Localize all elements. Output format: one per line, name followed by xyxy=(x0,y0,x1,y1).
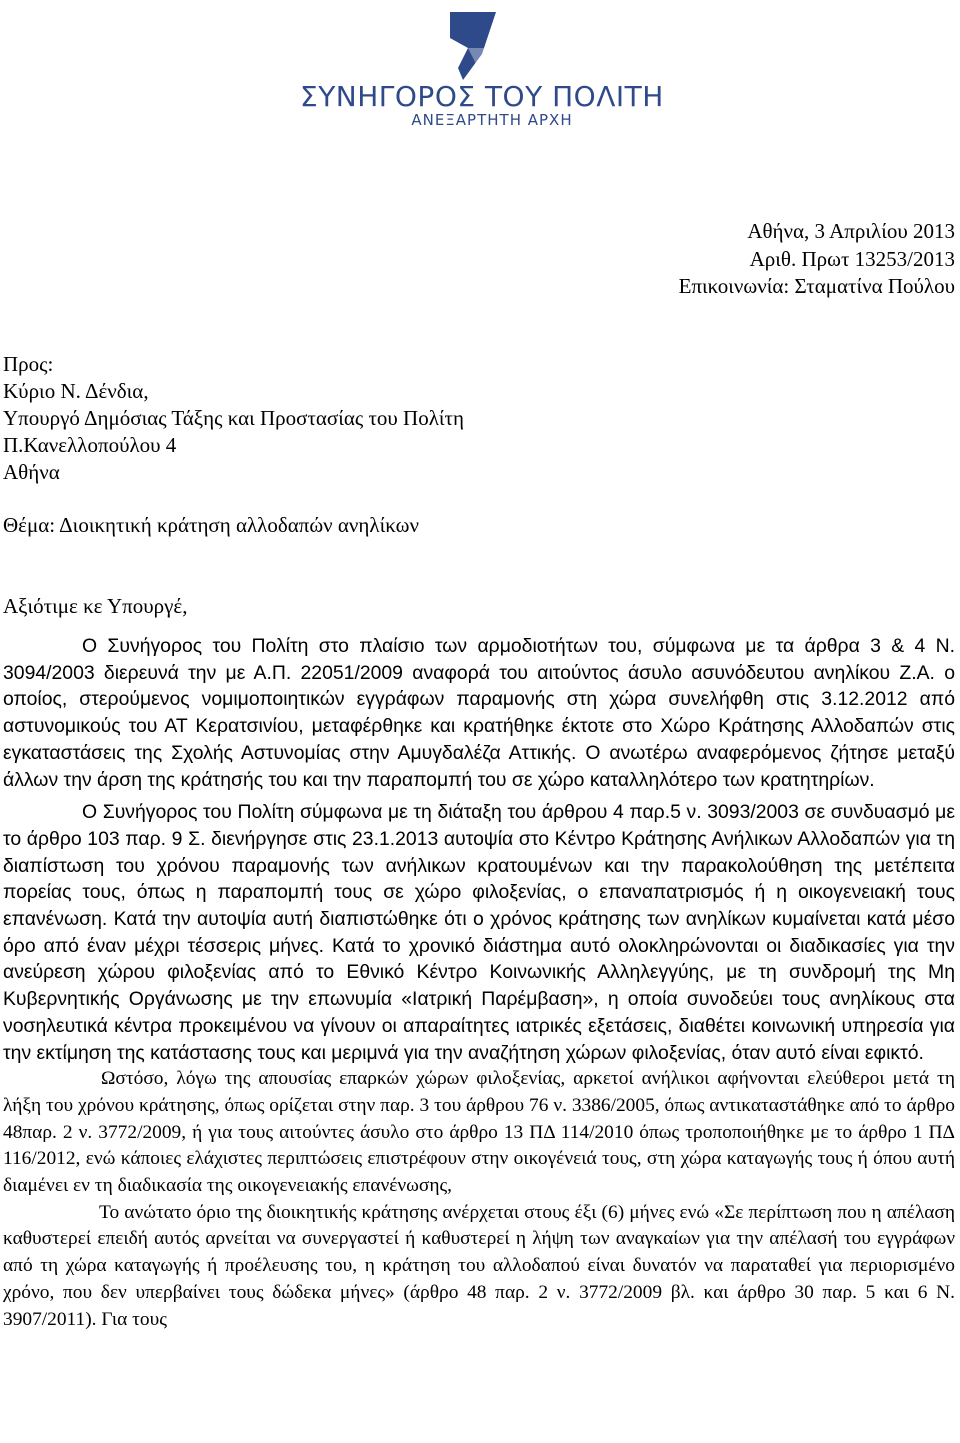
recipient-block xyxy=(3,351,464,486)
body-paragraph: Το ανώτατο όριο της διοικητικής κράτησης ανέρχεται στους έξι (6) μήνες ενώ «Σε περίπτωση που η απέλαση καθυστερεί επειδή αυτός αρνείται να συνεργαστεί ή καθυστερεί η λήψη των αναγκαίων για την απέλασή του εγγράφων από τη χώρα καταγωγής ή προέλευσης του, η κράτηση του αλλοδαπού είναι δυνατόν να παραταθεί για περιορισμένο χρόνο, που δεν υπερβαίνει τους δώδεκα μήνες» (άρθρο 48 παρ. 2 ν. 3772/2009 βλ. και άρθρο 30 παρ. 5 και 6 Ν. 3907/2011). Για τους xyxy=(3,1201,955,1330)
logo-subtitle: ΑΝΕΞΑΡΤΗΤΗ ΑΡΧΗ xyxy=(411,111,573,129)
salutation: Αξιότιμε κε Υπουργέ, xyxy=(3,594,188,618)
logo xyxy=(300,8,664,129)
letter-body xyxy=(3,633,955,1333)
recipient-street: Π.Κανελλοπούλου 4 xyxy=(3,433,177,457)
letter-date: Αθήνα, 3 Απριλίου 2013 xyxy=(747,219,955,243)
recipient-title: Υπουργό Δημόσιας Τάξης και Προστασίας του Πολίτη xyxy=(3,406,464,430)
body-paragraph: Ο Συνήγορος του Πολίτη σύμφωνα με τη διάταξη του άρθρου 4 παρ.5 ν. 3093/2003 σε συνδυασμό με το άρθρο 103 παρ. 9 Σ. διενήργησε στις 23.1.2013 αυτοψία στο Κέντρο Κράτησης Ανήλικων Αλλοδαπών για τη διαπίστωση του χρόνου παραμονής των ανήλικων κρατουμένων και την παρακολούθηση της μετέπειτα πορείας τους, όπως η παραπομπή τους σε χώρο φιλοξενίας, ο επαναπατρισμός ή η οικογενειακή τους επανένωση. Κατά την αυτοψία αυτή διαπιστώθηκε ότι ο χρόνος κράτησης των ανηλίκων κυμαίνεται κατά μέσο όρο από έναν μέχρι τέσσερις μήνες. Κατά το χρονικό διάστημα αυτό ολοκληρώνονται οι διαδικασίες για την ανεύρεση χώρου φιλοξενίας από το Εθνικό Κέντρο Κοινωνικής Αλληλεγγύης, με τη συνδρομή της Μη Κυβερνητικής Οργάνωσης με την επωνυμία «Ιατρική Παρέμβαση», η οποία συνοδεύει τους ανηλίκους στα νοσηλευτικά κέντρα προκειμένου να γίνουν οι απαραίτητες ιατρικές εξετάσεις, διαθέτει κοινωνική υπηρεσία για την εκτίμηση της κατάστασης τους και μεριμνά για την αναζήτηση χώρων φιλοξενίας, όταν αυτό είναι εφικτό. xyxy=(3,801,955,1064)
body-paragraph: Ο Συνήγορος του Πολίτη στο πλαίσιο των αρμοδιοτήτων του, σύμφωνα με τα άρθρα 3 & 4 Ν. 3094/2003 διερευνά την με Α.Π. 22051/2009 αναφορά του αιτούντος άσυλο ασυνόδευτου ανηλίκου Ζ.Α. ο οποίος, στερούμενος νομιμοποιητικών εγγράφων παραμονής στη χώρα συνελήφθη στις 3.12.2012 από αστυνομικούς του ΑΤ Κερατσινίου, μεταφέρθηκε και κρατήθηκε έκτοτε στο Χώρο Κράτησης Αλλοδαπών στις εγκαταστάσεις της Σχολής Αστυνομίας στην Αμυγδαλέζα Αττικής. Ο ανωτέρω αναφερόμενος ζήτησε μεταξύ άλλων την άρση της κράτησής του και την παραπομπή του σε χώρο καταλληλότερο των κρατητηρίων. xyxy=(3,635,955,791)
date-block xyxy=(679,218,955,301)
recipient-city: Αθήνα xyxy=(3,460,60,484)
subject-line: Θέμα: Διοικητική κράτηση αλλοδαπών ανηλίκων xyxy=(3,513,419,537)
protocol-number: Αριθ. Πρωτ 13253/2013 xyxy=(749,246,955,271)
logo-title: ΣΥΝΗΓΟΡΟΣ ΤΟΥ ΠΟΛΙΤΗ xyxy=(300,80,664,113)
contact-person: Επικοινωνία: Σταματίνα Πούλου xyxy=(678,274,955,298)
stylized-figure-icon xyxy=(300,8,645,88)
recipient-name: Κύριο Ν. Δένδια, xyxy=(3,379,149,403)
recipient-label: Προς: xyxy=(3,352,54,376)
body-paragraph: Ωστόσο, λόγω της απουσίας επαρκών χώρων φιλοξενίας, αρκετοί ανήλικοι αφήνονται ελεύθεροι μετά τη λήξη του χρόνου κράτησης, όπως ορίζεται στην παρ. 3 του άρθρου 76 ν. 3386/2005, όπως αντικαταστάθηκε από το άρθρο 48παρ. 2 ν. 3772/2009, ή για τους αιτούντες άσυλο στο άρθρο 13 ΠΔ 114/2010 όπως τροποποιήθηκε με το άρθρο 1 ΠΔ 116/2012, ενώ κάποιες ελάχιστες περιπτώσεις επιστρέφουν στην οικογένειά τους, στη χώρα καταγωγής τους ή όπου αυτή διαμένει εν τη διαδικασία της οικογενειακής επανένωσης, xyxy=(3,1068,955,1197)
